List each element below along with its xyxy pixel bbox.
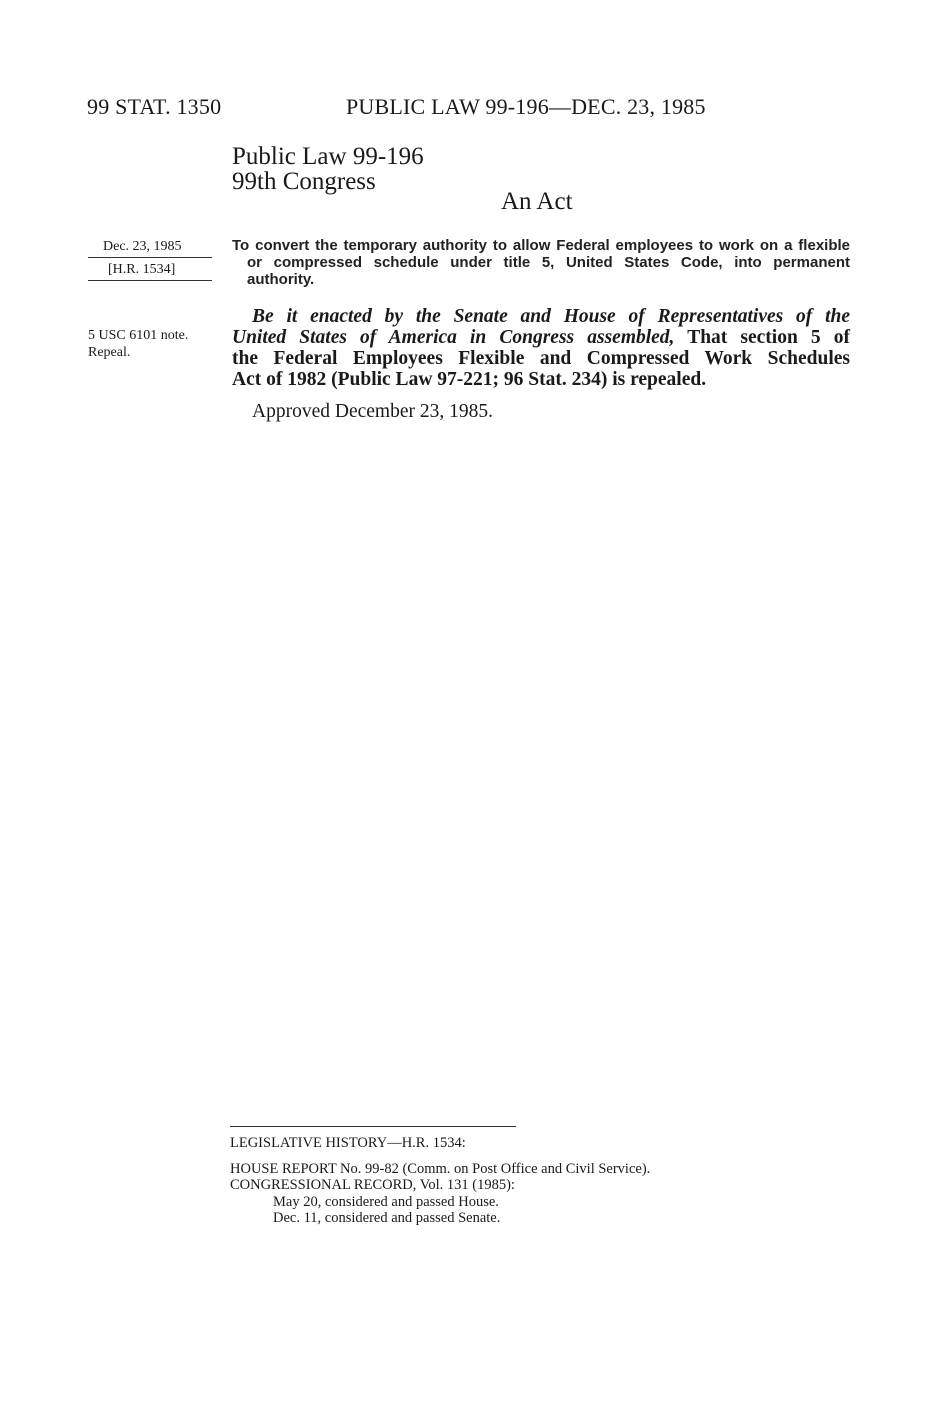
section-text-line: Act of 1982 (Public Law 97-221; 96 Stat. 234) is repealed.: [232, 369, 707, 390]
margin-citation: 5 USC 6101 note.: [88, 328, 189, 343]
enacting-clause-line: Be it enacted by the Senate and House of Representatives of the: [252, 306, 850, 327]
congress-number: 99th Congress: [232, 168, 376, 195]
margin-action: Repeal.: [88, 345, 131, 360]
margin-bill-number: [H.R. 1534]: [108, 262, 176, 277]
history-divider: [230, 1126, 516, 1127]
purpose-clause: [232, 237, 850, 288]
stat-page-number: 99 STAT. 1350: [87, 94, 222, 119]
public-law-number: Public Law 99-196: [232, 143, 424, 170]
legislative-history-heading: LEGISLATIVE HISTORY—H.R. 1534:: [230, 1135, 466, 1151]
margin-divider-bottom: [88, 280, 212, 281]
history-entry: Dec. 11, considered and passed Senate.: [273, 1210, 501, 1226]
purpose-line: authority.: [247, 271, 315, 288]
approval-date: Approved December 23, 1985.: [252, 401, 493, 422]
running-title: PUBLIC LAW 99-196—DEC. 23, 1985: [346, 94, 706, 119]
house-report: HOUSE REPORT No. 99-82 (Comm. on Post Office and Civil Service).: [230, 1161, 651, 1177]
margin-divider: [88, 257, 212, 258]
act-heading: An Act: [501, 188, 573, 215]
section-text-line: the Federal Employees Flexible and Compressed Work Schedules: [232, 348, 850, 369]
enacting-clause-line: [232, 327, 850, 349]
purpose-line: or compressed schedule under title 5, United States Code, into permanent: [247, 254, 850, 271]
purpose-line: To convert the temporary authority to allow Federal employees to work on a flexible: [232, 237, 850, 254]
enacting-clause-italic: United States of America in Congress assembled,: [232, 327, 675, 348]
enacting-clause-text: That section 5 of: [687, 327, 850, 348]
history-entry: May 20, considered and passed House.: [273, 1194, 499, 1210]
congressional-record: CONGRESSIONAL RECORD, Vol. 131 (1985):: [230, 1177, 515, 1193]
margin-date: Dec. 23, 1985: [103, 239, 182, 254]
